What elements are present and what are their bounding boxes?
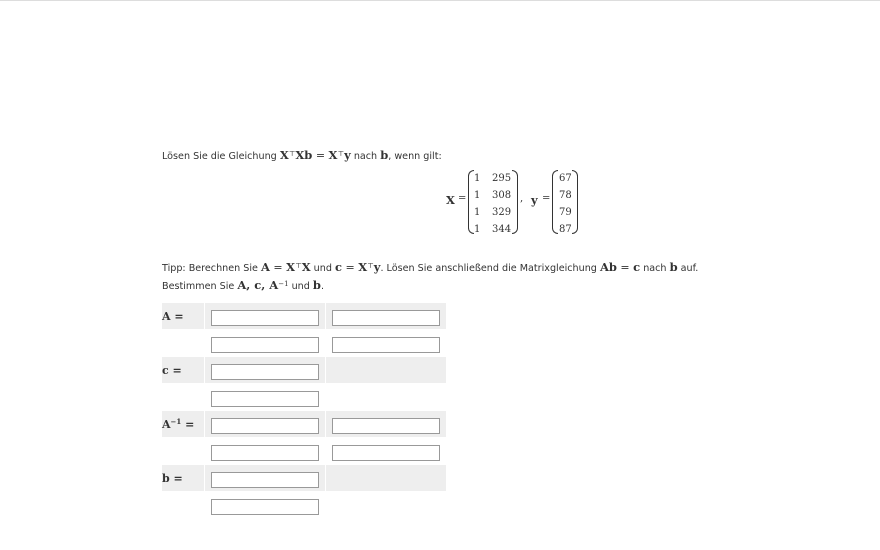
vector-y-cell: 87: [559, 224, 572, 235]
math-X: X: [358, 260, 368, 274]
tip-line-2: [162, 277, 722, 295]
answer-row-A-1: [162, 303, 447, 330]
inverse-exponent: −1: [278, 280, 289, 288]
tip-text: Tipp: Berechnen Sie: [162, 263, 261, 274]
math-X: X: [328, 148, 338, 162]
tip-text: Bestimmen Sie: [162, 281, 238, 292]
answer-row-Ainv-1: [162, 411, 447, 438]
matrix-X: [468, 170, 518, 234]
matrix-X-cell: 344: [492, 224, 512, 235]
matrix-X-cell: 1: [474, 190, 481, 201]
tip-text: und: [310, 263, 335, 274]
answer-row-c-1: [162, 357, 447, 384]
math-list: A, c, A: [237, 278, 279, 292]
math-y: y: [344, 148, 351, 162]
top-divider: [0, 0, 880, 1]
answer-row-b-2: [162, 492, 447, 519]
equals-sign: =: [342, 261, 359, 274]
input-b-1[interactable]: [211, 472, 319, 488]
input-A-22[interactable]: [332, 337, 440, 353]
given-matrices: [162, 170, 722, 240]
input-Ainv-22[interactable]: [332, 445, 440, 461]
matrix-X-cell: 1: [474, 173, 481, 184]
tip-text: . Lösen Sie anschließend die Matrixgleichung: [380, 263, 600, 274]
transpose-symbol: ⊤: [288, 150, 296, 158]
tip-text: und: [288, 281, 313, 292]
equals-sign: =: [458, 193, 467, 204]
equals-sign: =: [269, 261, 287, 274]
matrix-X-cell: 1: [474, 224, 481, 235]
math-y: y: [373, 260, 381, 274]
answer-row-c-2: [162, 384, 447, 411]
answer-grid: [162, 303, 447, 519]
math-X: X: [286, 260, 296, 274]
math-X: X: [301, 260, 311, 274]
equals-sign: =: [312, 149, 329, 162]
matrix-X-cell: 295: [492, 173, 512, 184]
math-c: c: [334, 260, 342, 274]
math-A: A: [261, 260, 270, 274]
label-A: A =: [162, 303, 205, 330]
tip-text: auf.: [677, 263, 699, 274]
math-c: c: [633, 260, 641, 274]
input-c-1[interactable]: [211, 364, 319, 380]
label-c: c =: [162, 357, 205, 384]
input-b-2[interactable]: [211, 499, 319, 515]
input-Ainv-11[interactable]: [211, 418, 319, 434]
math-Xb: Xb: [295, 148, 313, 162]
math-Ab: Ab: [599, 260, 617, 274]
tip-text: .: [320, 281, 325, 292]
task-content: [162, 147, 722, 519]
input-c-2[interactable]: [211, 391, 319, 407]
intro-text: Lösen Sie die Gleichung: [162, 151, 280, 162]
matrix-X-cell: 308: [492, 190, 512, 201]
comma-separator: ,: [520, 193, 524, 204]
label-A-inverse: $A^{-1}$ =: [162, 411, 205, 438]
vector-y-cell: 78: [559, 190, 572, 201]
matrix-X-label: X: [446, 193, 455, 207]
intro-text: nach: [350, 151, 381, 162]
equals-sign: =: [616, 261, 634, 274]
math-X: X: [279, 148, 289, 162]
input-A-21[interactable]: [211, 337, 319, 353]
transpose-symbol: ⊤: [367, 262, 374, 270]
tip-text: nach: [640, 263, 670, 274]
matrix-X-cell: 329: [492, 207, 512, 218]
tip-line-1: [162, 259, 722, 277]
task-intro: [162, 147, 722, 165]
equals-sign: =: [542, 193, 551, 204]
transpose-symbol: ⊤: [295, 262, 302, 270]
vector-y-cell: 79: [559, 207, 572, 218]
intro-text: , wenn gilt:: [388, 151, 442, 162]
label-b: b =: [162, 465, 205, 492]
transpose-symbol: ⊤: [337, 150, 345, 158]
answer-row-A-2: [162, 330, 447, 357]
input-Ainv-21[interactable]: [211, 445, 319, 461]
answer-row-Ainv-2: [162, 438, 447, 465]
vector-y-cell: 67: [559, 173, 572, 184]
matrix-X-cell: 1: [474, 207, 481, 218]
input-A-11[interactable]: [211, 310, 319, 326]
vector-y: [552, 170, 578, 234]
answer-row-b-1: [162, 465, 447, 492]
vector-y-label: y: [531, 193, 538, 207]
math-b: b: [312, 278, 321, 292]
math-b: b: [380, 148, 389, 162]
input-A-12[interactable]: [332, 310, 440, 326]
math-b: b: [669, 260, 678, 274]
input-Ainv-12[interactable]: [332, 418, 440, 434]
